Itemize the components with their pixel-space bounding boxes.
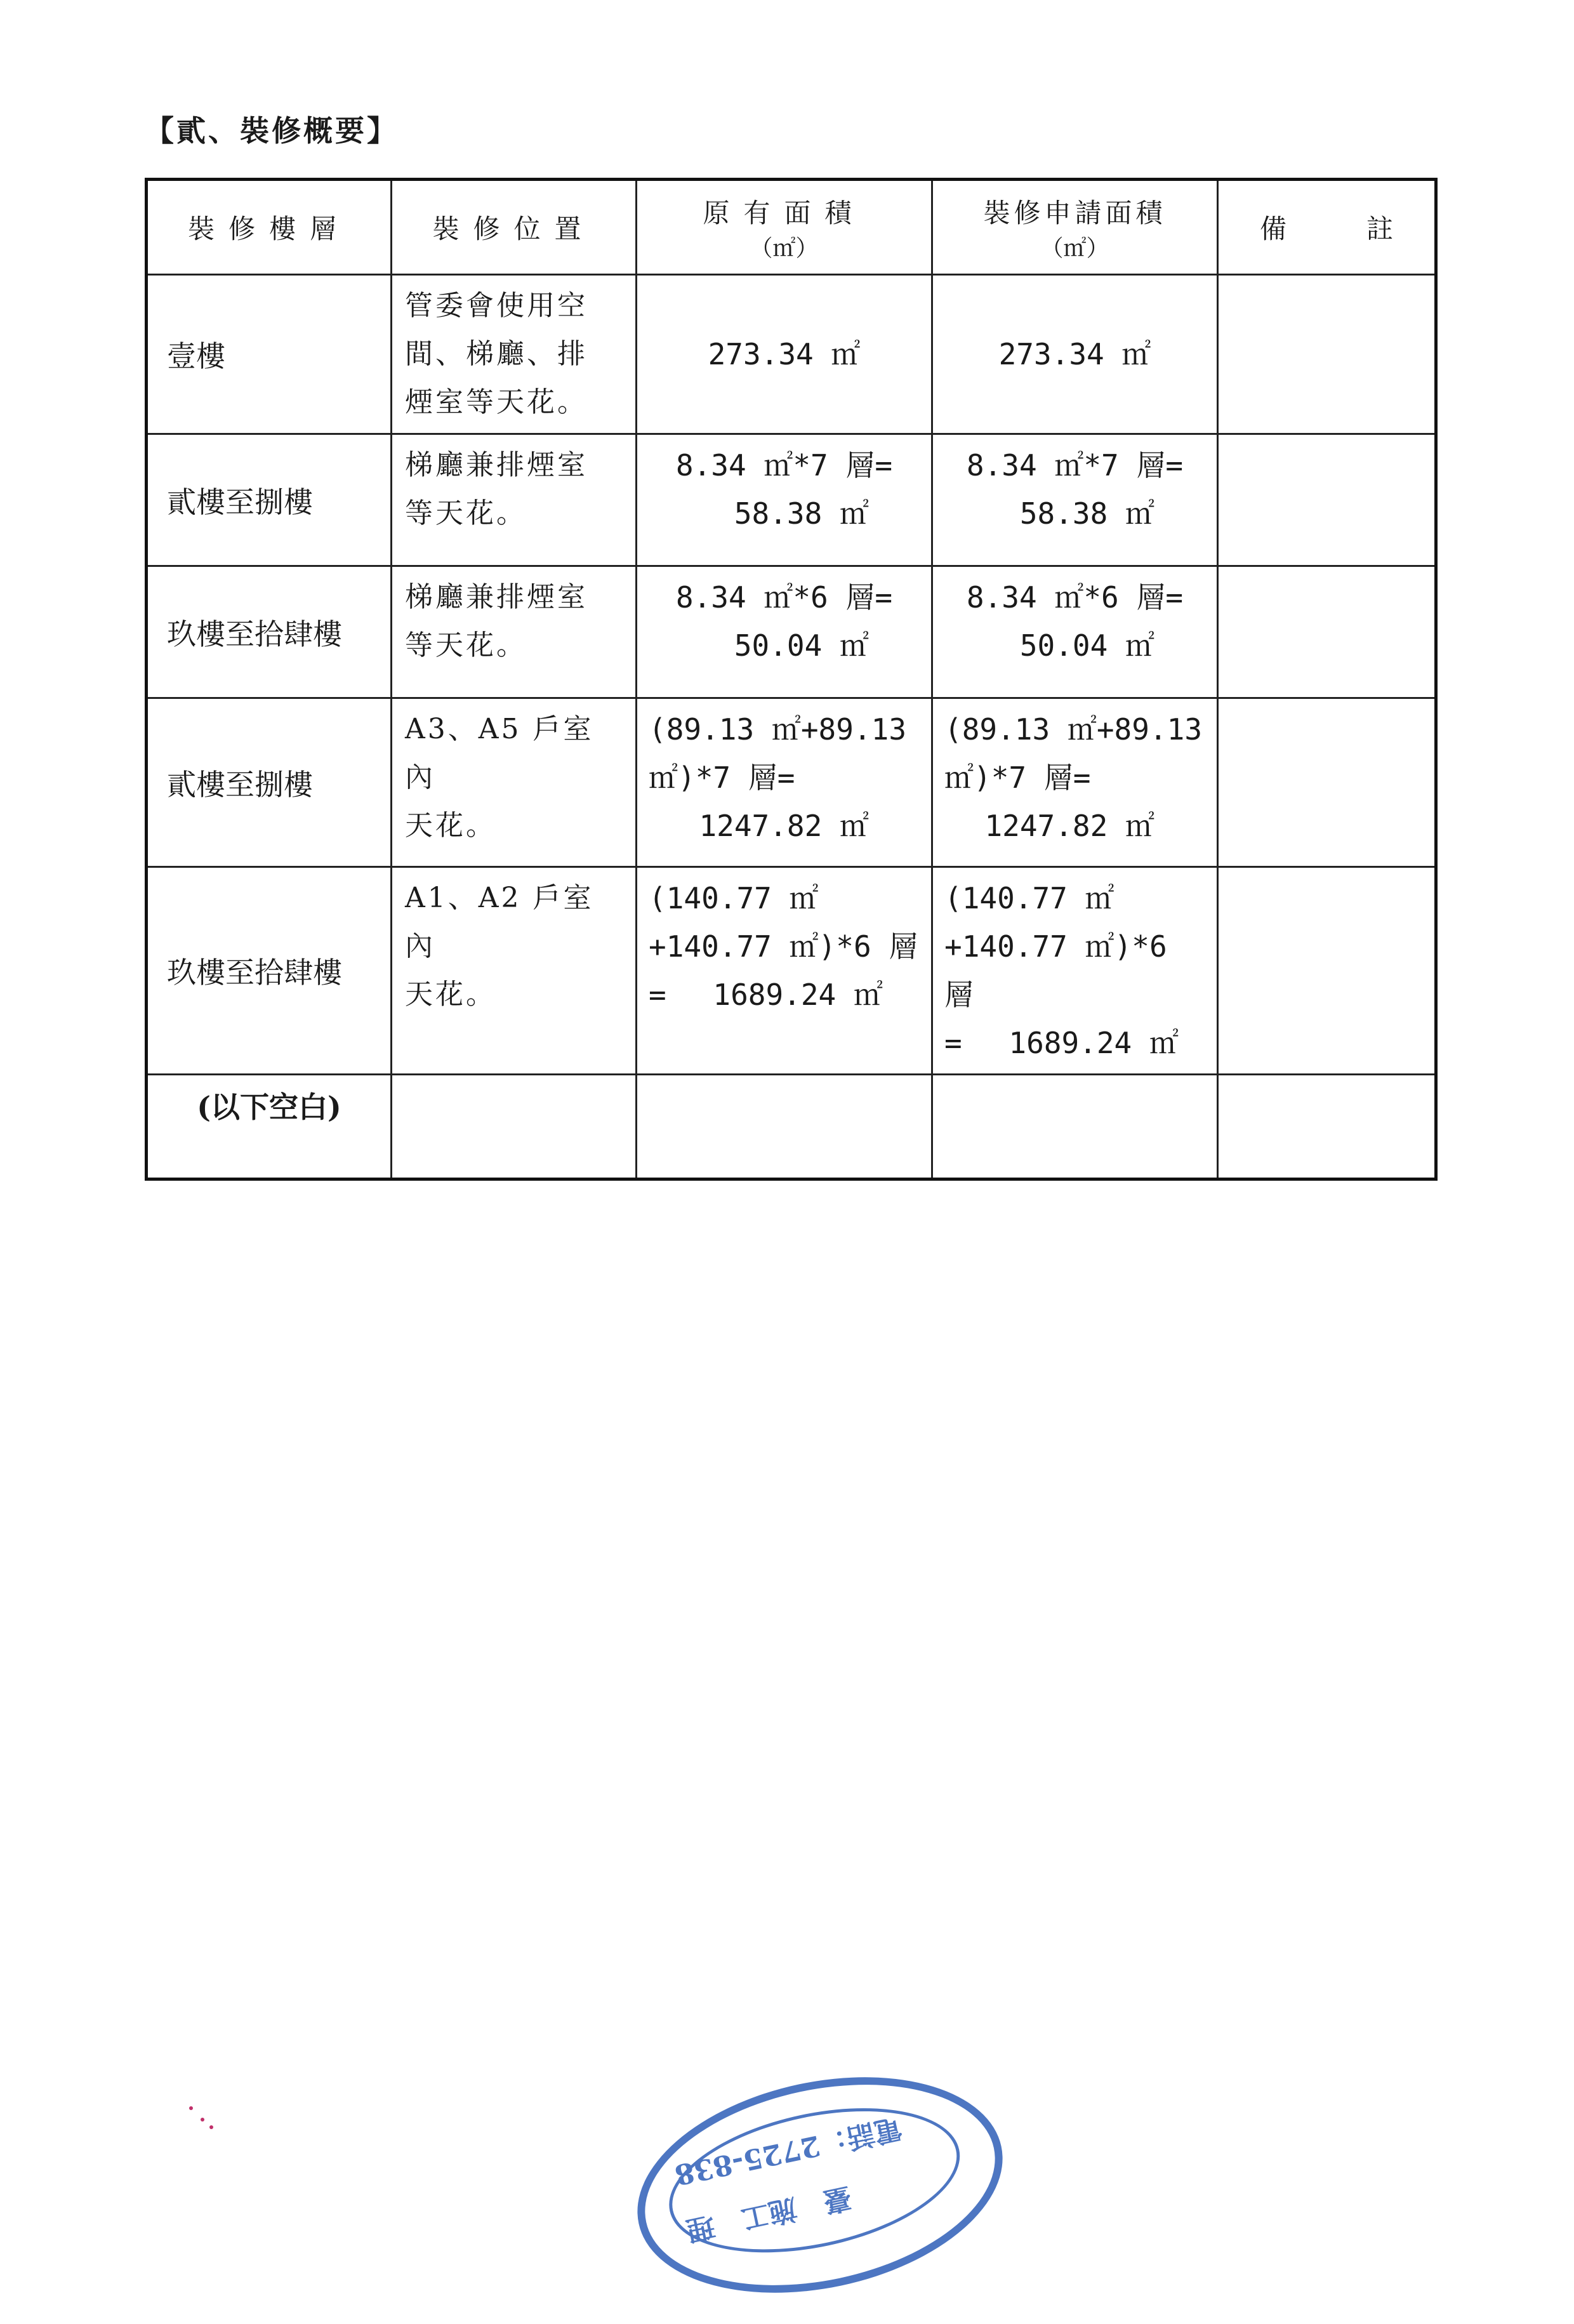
header-original-area-label: 原有面積 xyxy=(703,197,866,229)
header-original-area xyxy=(637,180,932,275)
renovation-summary-table xyxy=(145,178,1438,1181)
header-original-area-unit: （㎡） xyxy=(750,235,819,262)
area-line: 1247.82 ㎡ xyxy=(984,809,1154,843)
header-row xyxy=(147,180,1436,275)
row-applied-area xyxy=(932,566,1218,698)
area-line: 58.38 ㎡ xyxy=(1019,496,1154,531)
row-remarks xyxy=(1218,566,1436,698)
row-floor: 貳樓至捌樓 xyxy=(147,434,392,566)
header-remarks: 備 註 xyxy=(1218,180,1436,275)
area-line: 1247.82 ㎡ xyxy=(699,809,869,843)
ink-speck xyxy=(209,2125,213,2129)
area-line: 50.04 ㎡ xyxy=(1019,628,1154,663)
row-original-area xyxy=(637,566,932,698)
row-floor: 貳樓至捌樓 xyxy=(147,698,392,867)
location-line: 天花。 xyxy=(405,809,496,842)
row-location xyxy=(392,1075,637,1179)
header-applied-area xyxy=(932,180,1218,275)
row-remarks xyxy=(1218,1075,1436,1179)
area-line: 8.34 ㎡*6 層= xyxy=(966,580,1184,614)
location-line: 煙室等天花。 xyxy=(405,386,588,418)
area-line: 50.04 ㎡ xyxy=(734,628,869,663)
header-applied-area-label: 裝修申請面積 xyxy=(983,197,1167,229)
location-line: 梯廳兼排煙室 xyxy=(405,581,588,613)
section-title: 【貳、裝修概要】 xyxy=(145,114,399,148)
row-floor: 玖樓至拾肆樓 xyxy=(147,867,392,1075)
area-line: = 1689.24 ㎡ xyxy=(944,1026,1179,1060)
row-applied-area xyxy=(932,867,1218,1075)
company-seal xyxy=(618,2046,1023,2324)
area-line: 8.34 ㎡*6 層= xyxy=(675,580,893,614)
location-line: A1、A2 戶室內 xyxy=(405,882,594,962)
row-location xyxy=(392,698,637,867)
row-location xyxy=(392,434,637,566)
row-original-area xyxy=(637,1075,932,1179)
area-line: 8.34 ㎡*7 層= xyxy=(966,448,1184,482)
location-line: A3、A5 戶室內 xyxy=(405,713,594,793)
row-applied-area xyxy=(932,434,1218,566)
table-row xyxy=(147,434,1436,566)
row-floor: 壹樓 xyxy=(147,275,392,434)
table-row xyxy=(147,1075,1436,1179)
row-applied-area xyxy=(932,275,1218,434)
location-line: 管委會使用空 xyxy=(405,289,588,322)
table-row xyxy=(147,566,1436,698)
header-applied-area-unit: （㎡） xyxy=(1040,235,1109,262)
location-line: 天花。 xyxy=(405,978,496,1011)
row-location xyxy=(392,275,637,434)
row-original-area xyxy=(637,867,932,1075)
ink-speck xyxy=(201,2118,204,2121)
row-remarks xyxy=(1218,275,1436,434)
row-original-area xyxy=(637,698,932,867)
table-row xyxy=(147,698,1436,867)
area-line: = 1689.24 ㎡ xyxy=(649,978,883,1012)
row-remarks xyxy=(1218,434,1436,566)
row-applied-area xyxy=(932,698,1218,867)
area-line: ㎡)*7 層= xyxy=(944,760,1091,795)
row-remarks xyxy=(1218,867,1436,1075)
row-remarks xyxy=(1218,698,1436,867)
area-line: 8.34 ㎡*7 層= xyxy=(675,448,893,482)
area-line: +140.77 ㎡)*6 層 xyxy=(649,929,918,964)
area-line: 58.38 ㎡ xyxy=(734,496,869,531)
header-floor: 裝修樓層 xyxy=(147,180,392,275)
row-original-area xyxy=(637,275,932,434)
area-line: (89.13 ㎡+89.13 xyxy=(944,712,1203,747)
location-line: 間、梯廳、排 xyxy=(405,338,588,370)
row-floor-blank-note: (以下空白) xyxy=(147,1075,392,1179)
area-line: (140.77 ㎡ xyxy=(649,881,819,915)
table-row xyxy=(147,867,1436,1075)
table-row xyxy=(147,275,1436,434)
area-line: (89.13 ㎡+89.13 xyxy=(649,712,907,747)
area-line: +140.77 ㎡)*6 層 xyxy=(944,929,1167,1012)
row-location xyxy=(392,867,637,1075)
area-line: ㎡)*7 層= xyxy=(649,760,795,795)
row-floor: 玖樓至拾肆樓 xyxy=(147,566,392,698)
row-location xyxy=(392,566,637,698)
area-line: 273.34 ㎡ xyxy=(708,337,861,371)
seal-text-phone: 電話：2725-838 xyxy=(671,2111,905,2191)
area-line: 273.34 ㎡ xyxy=(998,337,1151,371)
header-location: 裝修位置 xyxy=(392,180,637,275)
row-applied-area xyxy=(932,1075,1218,1179)
row-original-area xyxy=(637,434,932,566)
location-line: 等天花。 xyxy=(405,497,527,529)
seal-text-company: 臺 施工 理 xyxy=(684,2180,855,2247)
area-line: (140.77 ㎡ xyxy=(944,881,1114,915)
location-line: 梯廳兼排煙室 xyxy=(405,449,588,481)
ink-speck xyxy=(189,2106,193,2110)
location-line: 等天花。 xyxy=(405,629,527,661)
